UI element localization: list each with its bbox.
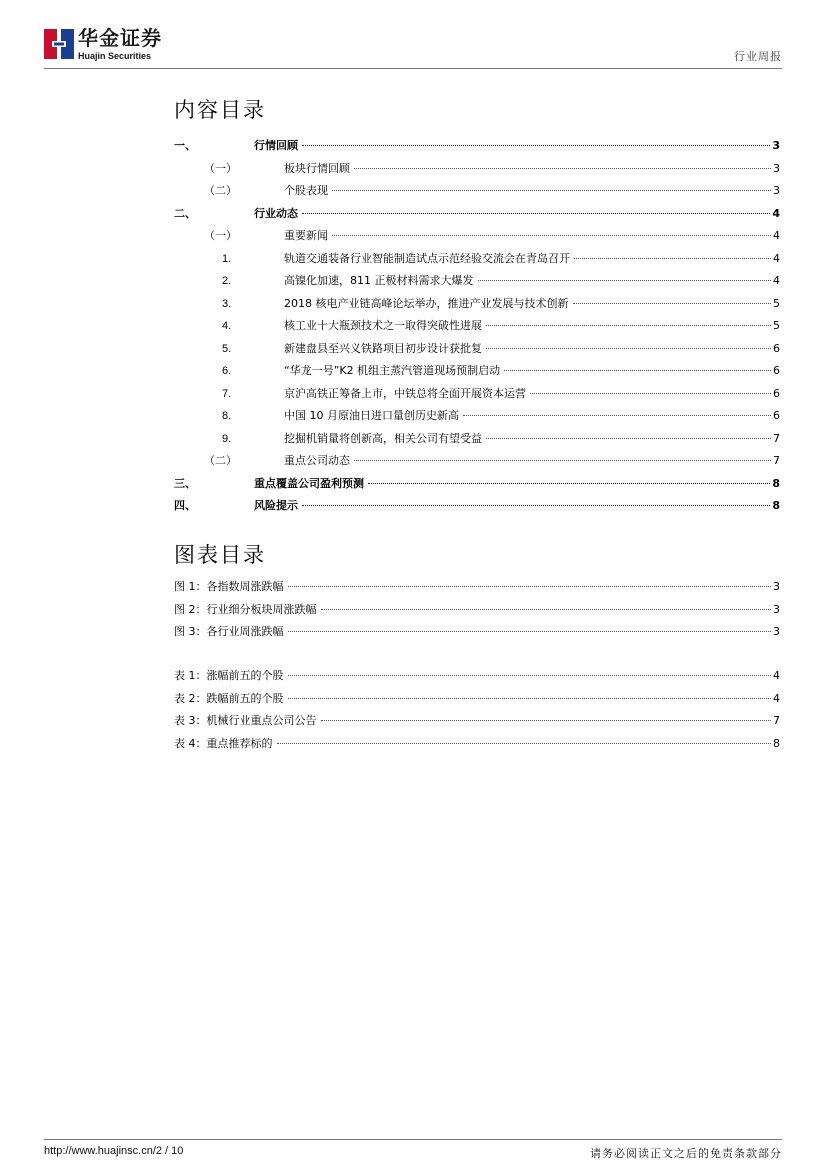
huajin-logo-icon <box>44 29 74 59</box>
toc-entry-page[interactable]: 4 <box>773 274 780 287</box>
toc-entry-title[interactable]: 核工业十大瓶颈技术之一取得突破性进展 <box>284 319 482 332</box>
toc-entry-title[interactable]: 挖掘机销量将创新高，相关公司有望受益 <box>284 431 482 445</box>
dot-leader <box>302 505 770 506</box>
toc-entry[interactable] <box>174 319 780 342</box>
footer-divider <box>44 1139 782 1140</box>
toc-entry-page[interactable]: 8 <box>772 476 780 490</box>
toc-entry[interactable] <box>174 207 780 230</box>
toc-entry-title[interactable]: 重点覆盖公司盈利预测 <box>254 476 364 490</box>
toc-entry-title[interactable]: 2018 核电产业链高峰论坛举办，推进产业发展与技术创新 <box>284 296 569 310</box>
dot-leader <box>288 698 772 699</box>
toc-entry-page[interactable]: 7 <box>773 714 780 727</box>
toc-entry[interactable] <box>174 274 780 297</box>
dot-leader <box>573 303 772 304</box>
toc-entry-title[interactable]: 京沪高铁正筹备上市，中铁总将全面开展资本运营 <box>284 386 526 400</box>
toc-entry-number: 三、 <box>174 476 196 490</box>
toc-entry-title[interactable]: 图 1：各指数周涨跌幅 <box>174 580 284 593</box>
toc-entry-page[interactable]: 5 <box>773 296 780 310</box>
toc-entry-title[interactable]: 行业动态 <box>254 206 298 220</box>
dot-leader <box>504 370 771 371</box>
toc-entry-number: 3. <box>222 297 232 310</box>
toc-entry-number: （一） <box>204 229 237 242</box>
toc-entry[interactable] <box>174 454 780 477</box>
toc-entry-title[interactable]: 风险提示 <box>254 499 298 512</box>
toc-entry[interactable] <box>174 409 780 432</box>
toc-entry[interactable] <box>174 714 780 737</box>
toc-entry-page[interactable]: 4 <box>773 229 780 242</box>
toc-entry[interactable] <box>174 139 780 162</box>
toc-entry-title[interactable]: 表 2：跌幅前五的个股 <box>174 691 284 705</box>
toc-entry-title[interactable]: 高镍化加速，811 正极材料需求大爆发 <box>284 274 474 287</box>
toc-entry-number: （二） <box>204 184 237 197</box>
footer-disclaimer: 请务必阅读正文之后的免责条款部分 <box>590 1147 782 1160</box>
dot-leader <box>463 415 771 416</box>
figures-list <box>174 580 780 648</box>
dot-leader <box>354 168 771 169</box>
dot-leader <box>277 743 772 744</box>
dot-leader <box>574 258 771 259</box>
toc-entry[interactable] <box>174 580 780 603</box>
header-divider <box>44 68 782 69</box>
toc-entry-title[interactable]: 轨道交通装备行业智能制造试点示范经验交流会在青岛召开 <box>284 251 570 265</box>
figures-title: 图表目录 <box>174 543 266 567</box>
dot-leader <box>354 460 771 461</box>
toc-entry-page[interactable]: 8 <box>773 736 780 750</box>
toc-entry[interactable] <box>174 252 780 275</box>
dot-leader <box>486 325 771 326</box>
toc-entry[interactable] <box>174 669 780 692</box>
dot-leader <box>486 438 771 439</box>
dot-leader <box>288 586 772 587</box>
toc-entry-title[interactable]: 行情回顾 <box>254 139 298 152</box>
toc-entry-number: 一、 <box>174 139 196 152</box>
logo-english-name: Huajin Securities <box>78 51 152 61</box>
toc-entry-number: 7. <box>222 387 232 400</box>
toc-entry[interactable] <box>174 603 780 626</box>
toc-entry-number: 8. <box>222 410 232 422</box>
toc-entry-title[interactable]: 板块行情回顾 <box>284 161 350 175</box>
toc-entry[interactable] <box>174 342 780 365</box>
toc-entry-page[interactable]: 6 <box>773 386 780 400</box>
toc-entry-number: 1. <box>222 252 232 265</box>
toc-entry-page[interactable]: 6 <box>773 364 780 377</box>
toc-entry[interactable] <box>174 692 780 715</box>
toc-entry-page[interactable]: 7 <box>773 431 780 445</box>
toc-entry-page[interactable]: 7 <box>773 454 780 467</box>
dot-leader <box>321 609 772 610</box>
tables-list <box>174 669 780 759</box>
dot-leader <box>302 213 770 214</box>
toc-entry-number: （二） <box>204 454 237 467</box>
toc-entry-page[interactable]: 6 <box>773 341 780 355</box>
toc-entry-page[interactable]: 3 <box>773 625 780 638</box>
toc-entry-title[interactable]: 中国 10 月原油日进口量创历史新高 <box>284 409 459 422</box>
dot-leader <box>302 145 770 146</box>
logo-chinese-name: 华金证券 <box>78 26 162 50</box>
dot-leader <box>530 393 771 394</box>
toc-entry-title[interactable]: 表 3：机械行业重点公司公告 <box>174 714 317 727</box>
toc-entry[interactable] <box>174 499 780 522</box>
toc-entry-title[interactable]: 图 3：各行业周涨跌幅 <box>174 625 284 638</box>
toc-entry-page[interactable]: 4 <box>772 206 780 220</box>
dot-leader <box>288 675 772 676</box>
toc-entry-title[interactable]: 表 4：重点推荐标的 <box>174 736 273 750</box>
dot-leader <box>486 348 771 349</box>
toc-entry[interactable] <box>174 364 780 387</box>
toc-entry[interactable] <box>174 432 780 455</box>
toc-entry[interactable] <box>174 625 780 648</box>
footer-url[interactable]: http://www.huajinsc.cn/2 / 10 <box>44 1145 184 1157</box>
report-type: 行业周报 <box>734 50 782 63</box>
page-header <box>44 26 782 66</box>
toc-entry[interactable] <box>174 229 780 252</box>
dot-leader <box>368 483 770 484</box>
toc-entry[interactable] <box>174 184 780 207</box>
contents-list <box>174 139 780 522</box>
toc-entry-page[interactable]: 3 <box>773 580 780 593</box>
dot-leader <box>478 280 772 281</box>
contents-title: 内容目录 <box>174 98 266 122</box>
toc-entry[interactable] <box>174 162 780 185</box>
toc-entry-title[interactable]: 图 2：行业细分板块周涨跌幅 <box>174 602 317 616</box>
toc-entry-page[interactable]: 3 <box>773 184 780 197</box>
toc-entry-title[interactable]: 重点公司动态 <box>284 454 350 467</box>
toc-entry-page[interactable]: 3 <box>772 139 780 152</box>
toc-entry-number: 5. <box>222 342 232 355</box>
toc-entry-number: 四、 <box>174 499 196 512</box>
toc-entry-page[interactable]: 4 <box>773 669 780 682</box>
toc-entry-title[interactable]: 表 1：涨幅前五的个股 <box>174 669 284 682</box>
dot-leader <box>332 190 771 191</box>
toc-entry-number: 二、 <box>174 206 196 220</box>
toc-entry-page[interactable]: 3 <box>773 161 780 175</box>
toc-entry-title[interactable]: 重要新闻 <box>284 229 328 242</box>
toc-entry-number: 2. <box>222 275 232 287</box>
toc-entry-page[interactable]: 3 <box>773 602 780 616</box>
toc-entry[interactable] <box>174 297 780 320</box>
toc-entry-number: 9. <box>222 432 232 445</box>
toc-entry-title[interactable]: 个股表现 <box>284 184 328 197</box>
toc-entry-number: 6. <box>222 365 232 377</box>
toc-entry-title[interactable]: 新建盘县至兴义铁路项目初步设计获批复 <box>284 341 482 355</box>
dot-leader <box>332 235 771 236</box>
toc-entry[interactable] <box>174 737 780 760</box>
dot-leader <box>321 720 772 721</box>
toc-entry[interactable] <box>174 387 780 410</box>
toc-entry-page[interactable]: 5 <box>773 319 780 332</box>
toc-entry-title[interactable]: “华龙一号”K2 机组主蒸汽管道现场预制启动 <box>284 364 501 377</box>
dot-leader <box>288 631 772 632</box>
toc-entry-number: 4. <box>222 320 232 332</box>
toc-entry[interactable] <box>174 477 780 500</box>
toc-entry-number: （一） <box>204 161 237 175</box>
toc-entry-page[interactable]: 6 <box>773 409 780 422</box>
toc-entry-page[interactable]: 4 <box>773 251 780 265</box>
toc-entry-page[interactable]: 4 <box>773 691 780 705</box>
toc-entry-page[interactable]: 8 <box>772 499 780 512</box>
